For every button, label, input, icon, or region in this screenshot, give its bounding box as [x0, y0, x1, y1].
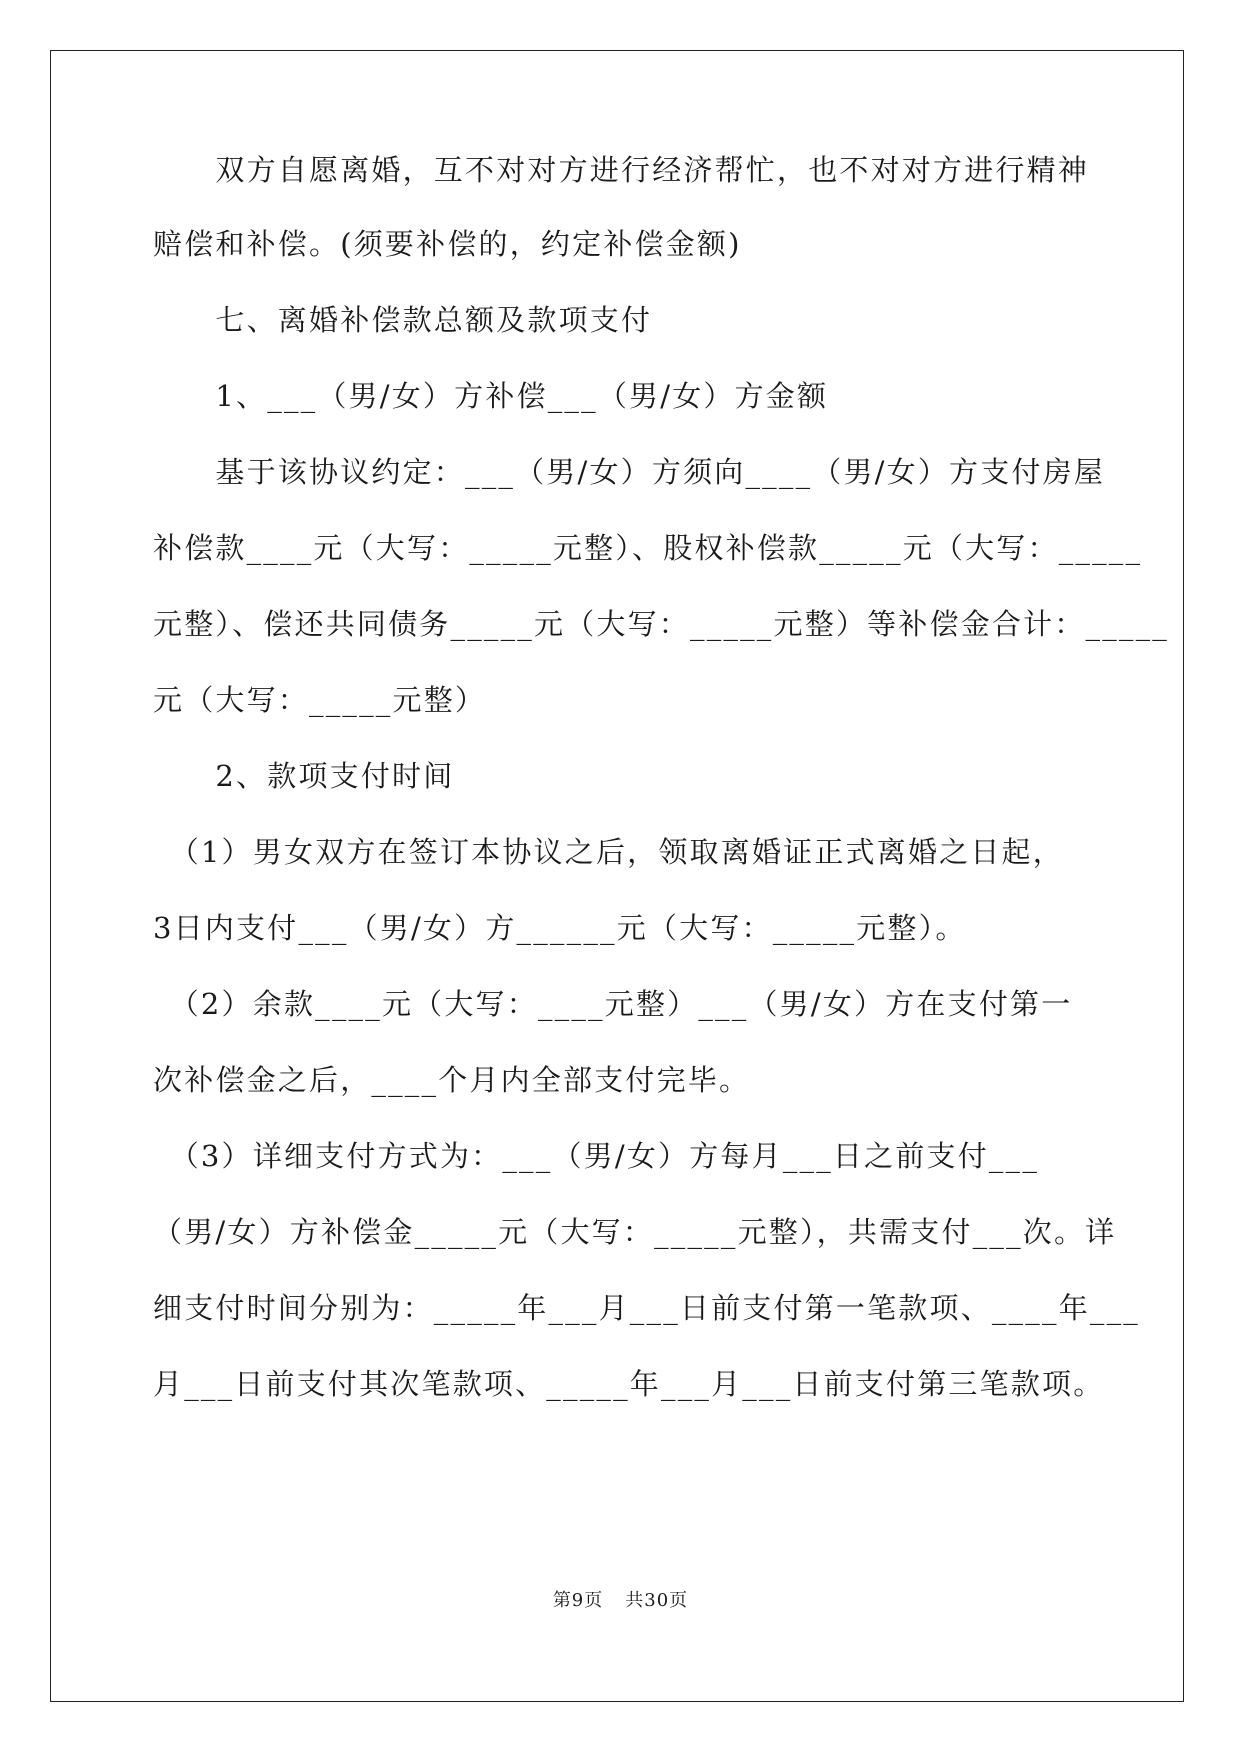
- paragraph-line: 元（大写：_____元整）: [153, 683, 487, 717]
- page-total: 共30页: [625, 1590, 689, 1611]
- subsection-heading: 2、款项支付时间: [153, 759, 455, 793]
- section-heading: 七、离婚补偿款总额及款项支付: [153, 303, 653, 337]
- paragraph-line: （3）详细支付方式为：___（男/女）方每月___日之前支付___: [153, 1139, 1040, 1173]
- paragraph-line: （2）余款____元（大写：____元整）___（男/女）方在支付第一: [153, 987, 1073, 1021]
- paragraph-line: 基于该协议约定：___（男/女）方须向____（男/女）方支付房屋: [153, 455, 1106, 489]
- page-border: [50, 50, 1184, 1702]
- page-number: 第9页: [552, 1590, 604, 1611]
- subsection-heading: 1、___（男/女）方补偿___（男/女）方金额: [153, 379, 829, 413]
- paragraph-line: 3日内支付___（男/女）方______元（大写：_____元整）。: [153, 911, 967, 945]
- paragraph-line: 元整）、偿还共同债务_____元（大写：_____元整）等补偿金合计：_____: [153, 607, 1170, 641]
- paragraph-line: 补偿款____元（大写：_____元整）、股权补偿款_____元（大写：_____: [153, 531, 1143, 565]
- paragraph-line: 月___日前支付其次笔款项、_____年___月___日前支付第三笔款项。: [153, 1367, 1105, 1401]
- paragraph-line: 赔偿和补偿。(须要补偿的，约定补偿金额): [153, 227, 742, 261]
- paragraph-line: （1）男女双方在签订本协议之后，领取离婚证正式离婚之日起，: [153, 835, 1064, 869]
- paragraph-line: 双方自愿离婚，互不对对方进行经济帮忙，也不对对方进行精神: [153, 153, 1090, 187]
- paragraph-line: 细支付时间分别为：_____年___月___日前支付第一笔款项、____年___: [153, 1291, 1141, 1325]
- paragraph-line: （男/女）方补偿金_____元（大写：_____元整），共需支付___次。详: [153, 1215, 1117, 1249]
- page-footer: [0, 1589, 1241, 1613]
- paragraph-line: 次补偿金之后，____个月内全部支付完毕。: [153, 1063, 751, 1097]
